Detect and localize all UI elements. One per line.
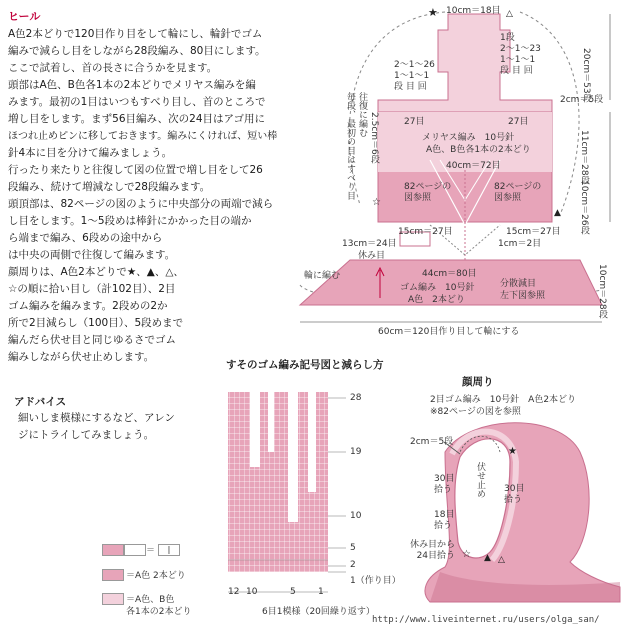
ref-right-label: 82ページの 図参照 [494,182,542,203]
body-label-1: メリヤス編み 10号針 [422,133,515,143]
body-label-2: A色、B色各1本の2本どり [426,145,531,155]
instruction-line: ら端まで編み、6段めの途中から [8,232,163,244]
left-rows-label: 2～1～26 1～1～1 段 目 回 [394,60,435,92]
row-10-label: 10 [350,511,362,521]
row-28-label: 28 [350,393,362,403]
dim-27-label-r: 27目 [508,117,529,127]
heel-instructions [8,26,328,366]
face-pick-18-label: 18目 拾う [434,510,455,531]
col-label-1: 1 [318,587,324,597]
instruction-line: ここで試着し、首の長さに合うかを見ます。 [8,62,218,74]
face-line-2: ※82ページの図を参照 [430,407,521,417]
dim-15cm-left-label: 15cm＝27目 [398,227,453,237]
instruction-line: 針4本に目を分けて編みましょう。 [8,147,173,159]
legend-swatch-ab [102,593,124,605]
star-outline-icon: ☆ [372,197,381,208]
face-title: 顔周り [462,376,494,388]
chart-section-title: すそのゴム編み記号図と減らし方 [226,359,384,371]
heel-title: ヒール [8,10,41,23]
dim-13cm-label: 13cm＝24目 [342,239,397,249]
row-1-label: 1（作り目） [350,576,401,586]
decrease-label-1: 分散減目 [500,279,537,289]
star-icon: ★ [428,6,438,19]
legend-item-3b: 各1本の2本どり [126,607,192,617]
triangle-icon: △ [506,9,513,19]
face-line-1: 2目ゴム編み 10号針 A色2本どり [430,395,577,405]
advice-text [18,410,238,444]
vertical-note: 毎段、最初の目はすべり目 [345,92,355,200]
decrease-label-2: 左下図参照 [500,291,546,301]
dim-44cm-label: 44cm＝80目 [422,269,477,279]
instruction-line: 編みで減らし目をしながら28段編み、80目にします。 [8,45,266,57]
rest-stitch-label: 休み目 [358,251,386,261]
instruction-line: ゴム編みを編みます。2段めの2か [8,300,168,312]
dim-27-label-l: 27目 [404,117,425,127]
watermark: http://www.liveinternet.ru/users/olga_san/ [372,615,600,625]
legend-knit-symbol: | [158,544,180,556]
rib-label-1: ゴム編み 10号針 [400,283,475,293]
top-width-label: 10cm＝18目 [446,6,501,16]
instruction-line: A色2本どりで120目作り目をして輪にし、輪針でゴム [8,28,263,40]
star-outline-icon: ☆ [462,549,471,560]
instruction-line: 顔周りは、A色2本どりで★、▲、△、 [8,266,184,278]
instruction-line: みます。最初の1目はいつもすべり目し、首のところで [8,96,266,108]
instruction-line: 編んだら伏せ目と同じゆるさでゴム [8,334,176,346]
instruction-line: 頭部はA色、B色各1本の2本どりでメリヤス編みを編 [8,79,256,91]
dim-40cm-label: 40cm＝72目 [446,161,501,171]
legend-swatch-white [124,544,146,556]
ring-label: 輪に編む [304,271,341,281]
top-rows-label: 1段 2～1～23 1～1～1 段 目 回 [500,33,541,76]
legend [102,544,232,624]
triangle-filled-icon: ▲ [484,553,491,563]
ref-left-label: 82ページの 図参照 [404,182,452,203]
row-2-label: 2 [350,560,356,570]
bottom-width-label: 60cm＝120目作り目して輪にする [378,327,520,337]
col-label-12: 12 [228,587,240,597]
star-icon: ★ [508,446,517,457]
side-10cm-label: 10cm＝26段 [579,180,589,235]
advice-title: アドバイス [14,396,67,408]
legend-item-2: ＝A色 2本どり [126,571,186,581]
col-label-10: 10 [246,587,258,597]
face-rest-pick-label: 休み目から 24目拾う [410,540,456,561]
rib-label-2: A色 2本どり [408,295,465,305]
dim-1cm-label: 1cm＝2目 [498,239,542,249]
col-label-5: 5 [290,587,296,597]
row-19-label: 19 [350,447,362,457]
rib-chart-grid [220,380,370,600]
advice-line: ジにトライしてみましょう。 [18,429,155,441]
dim-25cm-label: 2.5cm＝6段 [369,112,379,164]
instruction-line: は中央の両側で往復して編みます。 [8,249,176,261]
legend-swatch-pink [102,544,124,556]
row-5-label: 5 [350,543,356,553]
side-11cm-label: 11cm＝28段 [579,130,589,185]
legend-item-3a: ＝A色、B色 [126,595,175,605]
face-pick-30b-label: 30目 拾う [504,484,525,505]
dim-15cm-right-label: 15cm＝27目 [506,227,561,237]
instruction-line: 行ったり来たりと往復して図の位置で増し目をして26 [8,164,263,176]
right-height-b-label: 2cm＝5段 [560,95,604,105]
advice-line: 細いしま模様にするなど、アレン [18,412,175,424]
repeat-label: 6目1模様（20回繰り返す） [262,607,375,617]
vertical-note-2: 往復に編む [357,92,367,137]
instruction-line: ほつれ止めピンに移しておきます。編みにくければ、短い棒 [8,131,278,142]
legend-eq: ＝ [146,546,156,556]
instruction-line: 増し目をします。まず56目編み、次の24目はアゴ用に [8,113,265,125]
instruction-line: 所で2目減らし（100目）、5段めまで [8,317,184,329]
face-2cm-label: 2cm＝5段 [410,437,454,447]
face-pick-30a-label: 30目 拾う [434,474,455,495]
legend-swatch-a [102,569,124,581]
right-height-label: 20cm＝53段 [581,48,591,103]
triangle-filled-icon: ▲ [554,208,561,218]
instruction-line: 頭頂部は、82ページの図のように中央部分の両端で減ら [8,198,274,210]
instruction-line: ☆の順に拾い目し（計102目）、2目 [8,283,176,295]
instruction-line: し目をします。1～5段めは棒針にかかった目の端か [8,215,252,227]
instruction-line: 編みしながら伏せ止めします。 [8,351,155,363]
rib-height-label: 10cm＝28段 [597,264,607,319]
face-bind-off-label: 伏せ止め [475,462,485,498]
instruction-line: 段編み、続けて増減なしで28段編みます。 [8,181,211,193]
triangle-icon: △ [498,555,505,565]
